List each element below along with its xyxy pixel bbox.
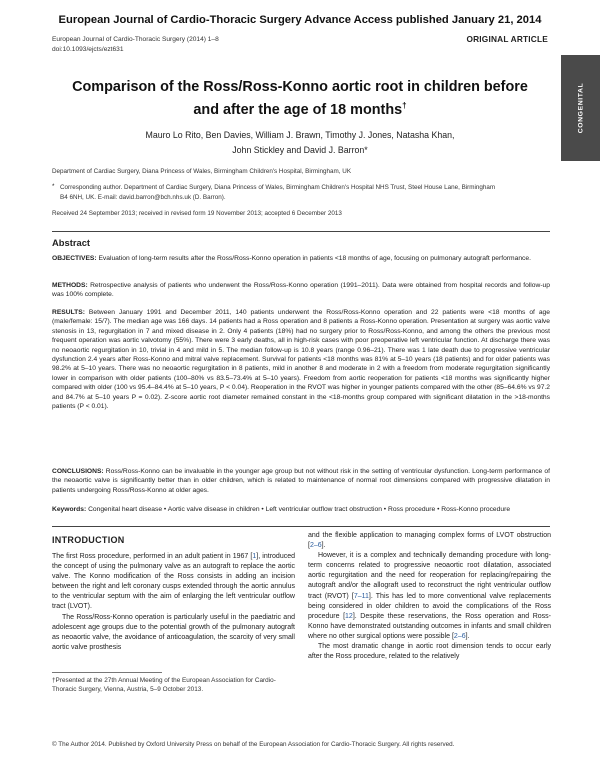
conclusions-text: Ross/Ross-Konno can be invaluable in the younger age group but not without risk in the setting of ventricular dysfunction. Long-term performance of the neoaortic valve is significantly better than in older children, which is related to maintenance of normal root dimensions compared with progressive dilatation in patients undergoing Ross/Ross-Konno at older ages.	[52, 468, 550, 494]
citation-link[interactable]: 2–6	[309, 542, 322, 550]
citation-link[interactable]: 1	[252, 553, 257, 560]
methods-label: METHODS:	[52, 282, 88, 289]
corresponding-mark: *	[52, 183, 55, 190]
abstract-methods	[52, 281, 550, 300]
authors-line-2: John Stickley and David J. Barron*	[232, 144, 368, 155]
side-tab-label: CONGENITAL	[577, 82, 584, 134]
objectives-label: OBJECTIVES:	[52, 255, 97, 262]
citation-link[interactable]: 7–11	[353, 592, 369, 600]
results-text: Between January 1991 and December 2011, 140 patients underwent the Ross/Ross-Konno operation and 22 patients were <18 months of age (male/female: 15/7). The median age was 166 days. 14 patients had a Ross operation and 8 patients a Ross-Konno operation. Presentation at surgery was aortic valve stenosis in 13, regurgitation in 7 and mixed disease in 2. Only 4 patients (18%) had no surgery prior to Ross/Ross-Konno, and among the others the previous most frequent operation was aortic valvotomy (55%). There were 3 early deaths, all in high-risk cases with poor preoperative left ventricular function. At discharge there was no neoaortic regurgitation in 10, trivial in 4 and mild in 5. The median follow-up is 10.8 years (range 0.96–21). There was 1 late death due to progressive ventricular dysfunction 2.4 years after Ross-Konno and mitral valve replacement. Survival for patients <18 months was 81% at 5–10 years (18 patients) and for older patients was 98.2% at 5–10 years. There was no neoaortic regurgitation in 8 patients, mild in another 8 and moderate in 2 with a freedom from moderate regurgitation significantly lower in comparison with older patients (100–80% vs 83.5–73.4% at 5–10 years). Freedom from aortic reoperation for patients <18 months was significantly higher compared with older (100 vs 95.4–84.4% at 5–10 years, P < 0.04). Reoperation in the RVOT was higher in younger patients compared with the other (85–64.6% vs 97.2 and 84.7% at 5–10 years P = 0.02). Z-score aortic root diameter remained constant in the <18-months group compared with significant dilatation in the >18-months patients (P < 0.01).	[52, 309, 550, 411]
affiliation: Department of Cardiac Surgery, Diana Princess of Wales, Birmingham Children's Hospital, Birmingham, UK	[52, 168, 352, 175]
citation-link[interactable]: 12	[345, 612, 353, 620]
journal-citation-block	[52, 35, 219, 54]
abstract-results	[52, 308, 550, 411]
abstract-objectives	[52, 254, 550, 263]
journal-citation: European Journal of Cardio-Thoracic Surgery (2014) 1–8	[52, 36, 219, 43]
section-label: ORIGINAL ARTICLE	[466, 34, 548, 44]
copyright-notice: © The Author 2014. Published by Oxford University Press on behalf of the European Association for Cardio-Thoracic Surgery. All rights reserved.	[52, 741, 455, 748]
intro-paragraph-3: and the flexible application to managing complex forms of LVOT obstruction [2–6].	[308, 532, 551, 550]
section-side-tab	[561, 55, 600, 161]
introduction-heading: INTRODUCTION	[52, 535, 125, 545]
corresponding-author: Corresponding author. Department of Cardiac Surgery, Diana Princess of Wales, Birmingham Children's Hospital NHS Trust, Steel House Lane, Birmingham B4 6NH, UK. E-mail: david.barron@bch.nhs.uk (D. Barron).	[60, 184, 496, 201]
article-title	[60, 78, 540, 119]
abstract-bottom-rule	[52, 526, 550, 527]
received-dates: Received 24 September 2013; received in revised form 19 November 2013; accepted 6 December 2013	[52, 210, 342, 217]
authors-line-1: Mauro Lo Rito, Ben Davies, William J. Brawn, Timothy J. Jones, Natasha Khan,	[145, 130, 455, 140]
abstract-heading: Abstract	[52, 237, 91, 248]
objectives-text: Evaluation of long-term results after the Ross/Ross-Konno operation in patients <18 months of age, focusing on pulmonary autograft performance.	[98, 255, 531, 262]
intro-paragraph-1: The first Ross procedure, performed in an adult patient in 1967 [1], introduced the concept of using the pulmonary valve as an autograft to replace the aortic valve. The Konno modification of the Ross consists in adding an incision between the right and left coronary cusps extended through the aortic annulus to the ventricular septum with the aim of enlarging the left ventricular outflow tract (LVOT).	[52, 553, 295, 611]
title-footnote-mark: †	[402, 100, 407, 110]
conclusions-label: CONCLUSIONS:	[52, 468, 104, 475]
intro-column-right	[308, 531, 551, 662]
intro-paragraph-2: The Ross/Ross-Konno operation is particularly useful in the paediatric and adolescent age groups due to the potential growth of the pulmonary autograft as neoaortic valve, the avoidance of anticoagulation, the scarcity of very small aortic valve prosthesis	[52, 613, 295, 651]
presentation-footnote: †Presented at the 27th Annual Meeting of the European Association for Cardio-Thoracic Surgery, Vienna, Austria, 5–9 October 2013.	[52, 677, 276, 693]
methods-text: Retrospective analysis of patients who underwent the Ross/Ross-Konno operation (1991–2011). Data were obtained from hospital records and follow-up was 100% complete.	[52, 282, 550, 299]
doi[interactable]: doi:10.1093/ejcts/ezt631	[52, 45, 124, 53]
abstract-conclusions	[52, 467, 550, 495]
keywords-label: Keywords:	[52, 506, 87, 513]
footnote-rule	[52, 672, 162, 673]
results-label: RESULTS:	[52, 309, 85, 316]
advance-access-banner: European Journal of Cardio-Thoracic Surgery Advance Access published January 21, 2014	[58, 14, 542, 26]
abstract-top-rule	[52, 231, 550, 232]
author-list	[60, 128, 540, 157]
article-title-text: Comparison of the Ross/Ross-Konno aortic root in children before and after the age of 18 months	[72, 79, 528, 118]
intro-column-left	[52, 552, 295, 653]
keywords	[52, 505, 550, 514]
citation-link[interactable]: 2–6	[453, 632, 466, 640]
keywords-text: Congenital heart disease • Aortic valve disease in children • Left ventricular outflow tract obstruction • Ross procedure • Ross-Konno procedure	[88, 506, 511, 513]
intro-paragraph-5: The most dramatic change in aortic root dimension tends to occur early after the Ross procedure, related to the relatively	[308, 643, 551, 661]
intro-paragraph-4: However, it is a complex and technically demanding procedure with long-term concerns related to progressive neoaortic root dilatation, associated aortic regurgitation and the need for reoperation for replacing/repairing the autograft and/or the allograft used to reconstruct the right ventricular outflow tract (RVOT) [7–11]. This has led to more conventional valve replacements being considered in older children to avoid the complications of the Ross procedure [12]. Despite these reservations, the Ross operation and Ross-Konno have demonstrated outstanding outcomes in infants and small children where no other surgical options were possible [2–6].	[308, 552, 551, 640]
